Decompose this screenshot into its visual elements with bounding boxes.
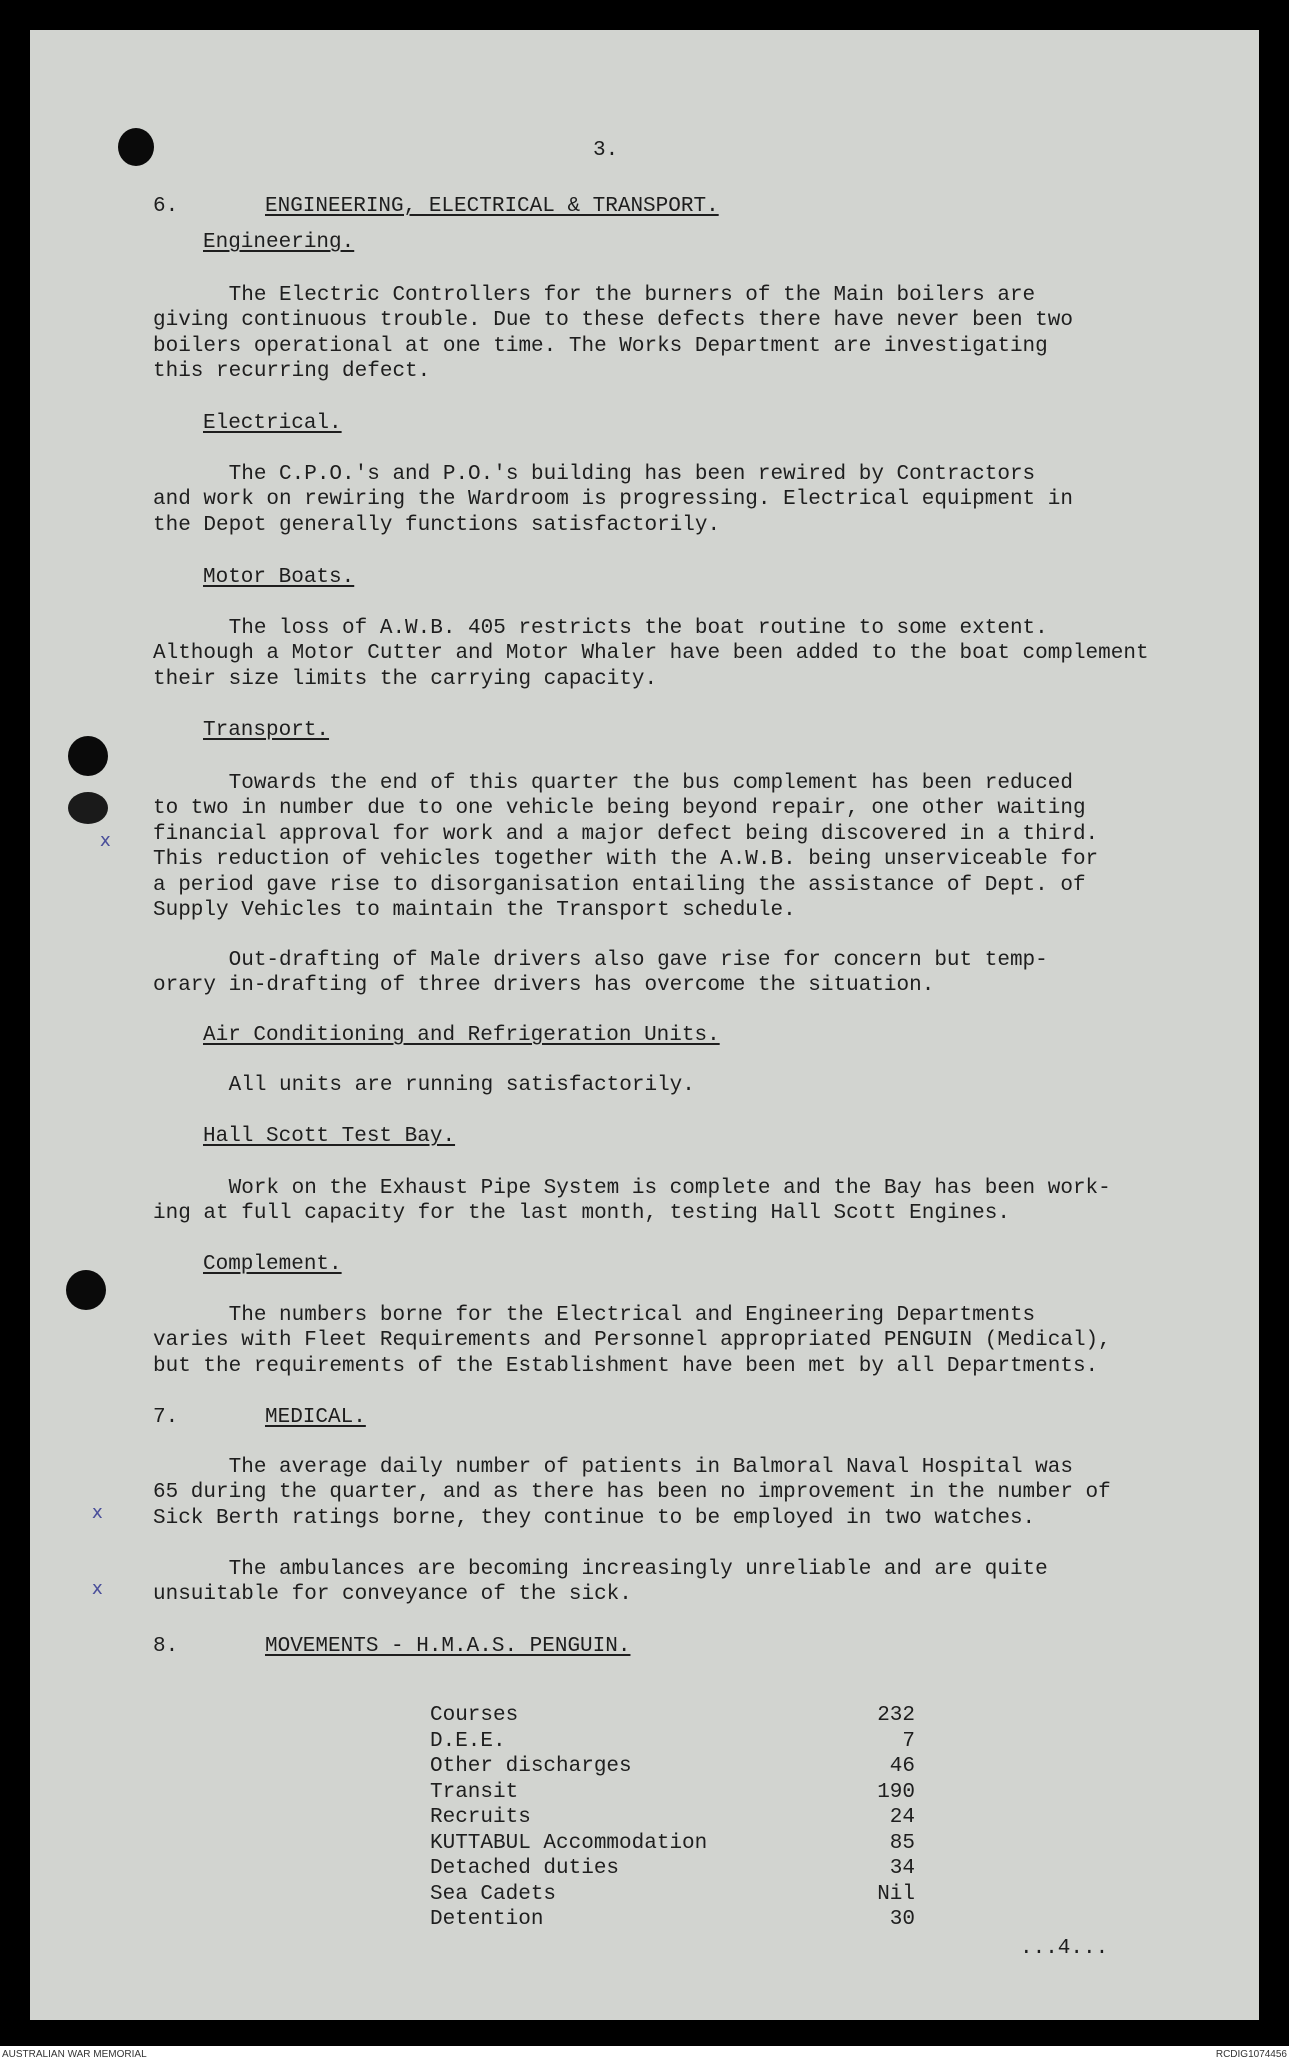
row-label: Detached duties [430, 1857, 620, 1880]
row-label: D.E.E. [430, 1729, 506, 1753]
text-line: Work on the Exhaust Pipe System is complete and the Bay has been work- [153, 1177, 1111, 1200]
table-row [430, 1882, 915, 1908]
table-row [430, 1754, 915, 1780]
section-8-heading: MOVEMENTS - H.M.A.S. PENGUIN. [265, 1635, 631, 1658]
section-6-number: 6. [153, 195, 179, 218]
row-label: Recruits [430, 1806, 531, 1829]
row-value: 24 [889, 1806, 915, 1829]
footer-bar [0, 2046, 1289, 2061]
table-row [430, 1729, 915, 1755]
text-line: boilers operational at one time. The Works Department are investigating [153, 335, 1048, 358]
table-row [430, 1907, 915, 1933]
text-line: unsuitable for conveyance of the sick. [153, 1583, 632, 1606]
row-value: Nil [877, 1882, 915, 1906]
text-line: financial approval for work and a major defect being discovered in a third. [153, 823, 1099, 846]
text-line: to two in number due to one vehicle being beyond repair, one other waiting [153, 797, 1086, 820]
movements-table [430, 1703, 915, 1933]
margin-cross-mark: x [92, 1578, 103, 1599]
table-row [430, 1856, 915, 1882]
page-number: 3. [593, 139, 619, 162]
text-line: their size limits the carrying capacity. [153, 668, 658, 691]
text-line: varies with Fleet Requirements and Personnel appropriated PENGUIN (Medical), [153, 1329, 1111, 1352]
air-conditioning-heading: Air Conditioning and Refrigeration Units. [203, 1024, 720, 1047]
table-row [430, 1831, 915, 1857]
row-value: 46 [889, 1755, 915, 1778]
section-6-heading: ENGINEERING, ELECTRICAL & TRANSPORT. [265, 195, 719, 218]
margin-cross-mark: x [92, 1502, 103, 1523]
hall-scott-heading: Hall Scott Test Bay. [203, 1125, 456, 1148]
text-line: ing at full capacity for the last month, testing Hall Scott Engines. [153, 1202, 1010, 1225]
text-line: giving continuous trouble. Due to these defects there have never been two [153, 309, 1073, 332]
text-line: orary in-drafting of three drivers has overcome the situation. [153, 974, 935, 997]
row-label: Other discharges [430, 1755, 632, 1778]
section-7-heading: MEDICAL. [265, 1406, 366, 1429]
footer-left-label: AUSTRALIAN WAR MEMORIAL [2, 2049, 147, 2060]
text-line: but the requirements of the Establishment have been met by all Departments. [153, 1355, 1099, 1378]
row-value: 30 [889, 1908, 915, 1931]
section-8-number: 8. [153, 1635, 179, 1658]
text-line: The loss of A.W.B. 405 restricts the boat routine to some extent. [153, 617, 1048, 640]
row-label: Detention [430, 1908, 544, 1931]
continuation-marker: ...4... [1020, 1937, 1109, 1960]
row-value: 34 [889, 1857, 915, 1880]
row-label: KUTTABUL Accommodation [430, 1831, 708, 1855]
complement-heading: Complement. [203, 1253, 342, 1276]
punch-hole [66, 1270, 106, 1310]
motor-boats-heading: Motor Boats. [203, 566, 355, 589]
text-line: The ambulances are becoming increasingly unreliable and are quite [153, 1558, 1048, 1581]
transport-heading: Transport. [203, 719, 330, 742]
punch-hole-damage [118, 128, 154, 166]
document-page [30, 30, 1259, 2020]
punch-hole [68, 736, 108, 776]
table-row [430, 1780, 915, 1806]
text-line: This reduction of vehicles together with the A.W.B. being unserviceable for [153, 848, 1099, 871]
text-line: The average daily number of patients in Balmoral Naval Hospital was [153, 1456, 1073, 1479]
text-line: The C.P.O.'s and P.O.'s building has been rewired by Contractors [153, 463, 1036, 486]
section-7-number: 7. [153, 1406, 179, 1429]
row-value: 232 [877, 1704, 915, 1727]
text-line: this recurring defect. [153, 360, 431, 383]
text-line: and work on rewiring the Wardroom is progressing. Electrical equipment in [153, 488, 1073, 511]
row-value: 190 [877, 1780, 915, 1804]
punch-hole [68, 792, 108, 824]
row-label: Courses [430, 1704, 519, 1727]
text-line: a period gave rise to disorganisation entailing the assistance of Dept. of [153, 874, 1086, 897]
row-label: Transit [430, 1780, 519, 1804]
text-line: Towards the end of this quarter the bus complement has been reduced [153, 772, 1073, 795]
row-label: Sea Cadets [430, 1882, 557, 1906]
text-line: 65 during the quarter, and as there has been no improvement in the number of [153, 1481, 1111, 1504]
text-line: Although a Motor Cutter and Motor Whaler have been added to the boat complement [153, 642, 1149, 665]
text-line: Supply Vehicles to maintain the Transport schedule. [153, 899, 796, 922]
text-line: Out-drafting of Male drivers also gave rise for concern but temp- [153, 949, 1048, 972]
row-value: 85 [889, 1831, 915, 1855]
margin-cross-mark: x [100, 830, 111, 851]
table-row [430, 1805, 915, 1831]
text-line: The Electric Controllers for the burners of the Main boilers are [153, 284, 1036, 307]
text-line: the Depot generally functions satisfactorily. [153, 514, 721, 537]
text-line: The numbers borne for the Electrical and Engineering Departments [153, 1304, 1036, 1327]
row-value: 7 [902, 1729, 915, 1753]
footer-right-label: RCDIG1074456 [1215, 2049, 1287, 2060]
table-row [430, 1703, 915, 1729]
engineering-heading: Engineering. [203, 231, 355, 254]
text-line: Sick Berth ratings borne, they continue to be employed in two watches. [153, 1507, 1036, 1530]
text-line: All units are running satisfactorily. [153, 1074, 695, 1097]
electrical-heading: Electrical. [203, 412, 342, 435]
